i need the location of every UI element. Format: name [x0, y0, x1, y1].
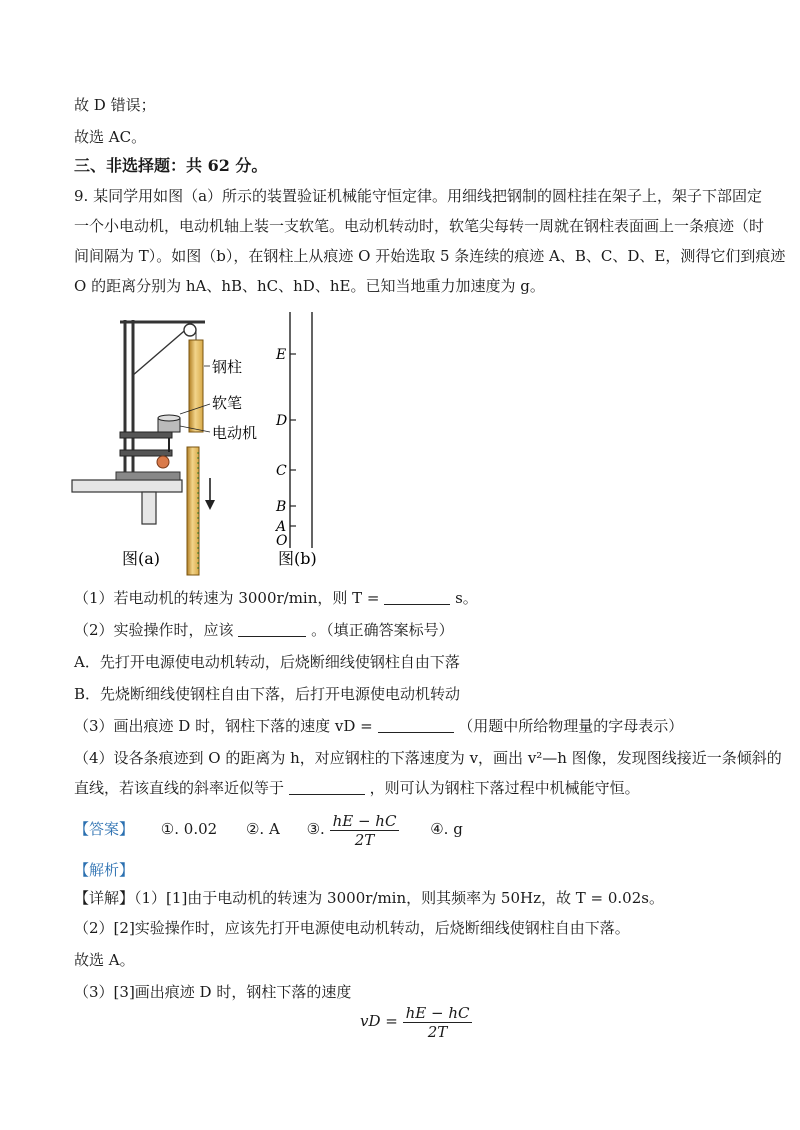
part-3-suffix: （用题中所给物理量的字母表示） [458, 717, 684, 735]
analysis-tag: 【解析】 [74, 861, 135, 879]
equation-numerator: hE − hC [403, 1004, 473, 1023]
mark-label-c: C [276, 463, 287, 479]
mark-label-b: B [276, 499, 287, 515]
mark-label-a: A [276, 519, 287, 535]
table-leg [142, 492, 156, 524]
label-steel: 钢柱 [212, 358, 243, 376]
answer-3-denominator: 2T [354, 830, 375, 849]
prev-line-1: 故 D 错误； [74, 96, 156, 114]
mark-group [274, 347, 296, 549]
answer-3-numerator: hE − hC [330, 812, 400, 831]
analysis-detail-3: 故选 A。 [74, 951, 135, 969]
equation-lhs: vD = [360, 1012, 398, 1030]
question-stem-line-2: 一个小电动机，电动机轴上装一支软笔。电动机转动时，软笔尖每转一周就在钢柱表面画上一条痕迹（时 [74, 217, 765, 235]
part-2-blank[interactable] [238, 622, 306, 637]
stand-base [116, 472, 180, 480]
clamp-upper [120, 432, 172, 438]
prev-line-2: 故选 AC。 [74, 128, 147, 146]
steel-cylinder-falling [187, 447, 199, 575]
mark-label-o: O [276, 533, 288, 549]
figure-a-caption: 图(a) [122, 549, 161, 568]
part-4-line-2 [74, 778, 640, 798]
figure-a-apparatus [70, 312, 300, 580]
figure-b-marks [268, 312, 328, 580]
analysis-detail-2: （2）[2]实验操作时，应该先打开电源使电动机转动，后烧断细线使钢柱自由下落。 [74, 919, 630, 937]
part-1-blank[interactable] [384, 590, 450, 605]
question-stem-line-3: 间间隔为 T）。如图（b），在钢柱上从痕迹 O 开始选取 5 条连续的痕迹 A、B、C、D、E，测得它们到痕迹 [74, 247, 786, 265]
mark-label-e: E [276, 347, 287, 363]
equation-fraction [403, 1004, 473, 1041]
part-3-prefix: （3）画出痕迹 D 时，钢柱下落的速度 vD = [74, 717, 373, 735]
counterweight-ball [157, 456, 169, 468]
question-stem-line-4: O 的距离分别为 hA、hB、hC、hD、hE。已知当地重力加速度为 g。 [74, 277, 545, 295]
table-top [72, 480, 182, 492]
label-motor: 电动机 [212, 424, 258, 442]
figure-b-caption: 图(b) [278, 549, 317, 568]
option-b: B．先烧断细线使钢柱自由下落，后打开电源使电动机转动 [74, 685, 461, 703]
answer-3-fraction [330, 812, 400, 849]
label-pen: 软笔 [212, 394, 243, 412]
answer-1: ①. 0.02 [160, 820, 218, 838]
part-1-prefix: （1）若电动机的转速为 3000r/min，则 T = [74, 589, 380, 607]
part-4-blank[interactable] [289, 780, 365, 795]
part-4-prefix: 直线，若该直线的斜率近似等于 [74, 779, 285, 797]
pulley [184, 324, 196, 336]
mark-label-d: D [276, 413, 288, 429]
answer-4: ④. g [430, 820, 463, 838]
analysis-detail-4: （3）[3]画出痕迹 D 时，钢柱下落的速度 [74, 983, 352, 1001]
analysis-equation [360, 1002, 472, 1041]
part-3-blank[interactable] [378, 718, 454, 733]
part-2 [74, 620, 454, 640]
part-1-suffix: s。 [455, 589, 478, 607]
answer-row [74, 810, 463, 849]
analysis-detail-1: 【详解】（1）[1]由于电动机的转速为 3000r/min，则其频率为 50Hz，故 T = 0.02s。 [74, 889, 664, 907]
part-2-prefix: （2）实验操作时，应该 [74, 621, 234, 639]
motor-top [158, 415, 180, 421]
option-a: A．先打开电源使电动机转动，后烧断细线使钢柱自由下落 [74, 653, 460, 671]
fall-arrow-icon [205, 500, 215, 510]
answer-tag: 【答案】 [74, 820, 135, 838]
section-heading: 三、非选择题：共 62 分。 [74, 156, 268, 175]
brace [132, 326, 190, 376]
part-4-suffix: ，则可认为钢柱下落过程中机械能守恒。 [369, 779, 640, 797]
answer-3-prefix: ③. [306, 820, 325, 838]
part-3 [74, 716, 683, 736]
equation-denominator: 2T [427, 1022, 448, 1041]
question-stem-line-1: 9. 某同学用如图（a）所示的装置验证机械能守恒定律。用细线把钢制的圆柱挂在架子上，架子下部固定 [74, 187, 763, 205]
part-1 [74, 588, 478, 608]
steel-cylinder-hanging [189, 340, 203, 432]
part-4-line-1: （4）设各条痕迹到 O 的距离为 h，对应钢柱的下落速度为 v，画出 v²—h 图像，发现图线接近一条倾斜的 [74, 749, 782, 767]
clamp-lower [120, 450, 172, 456]
answer-2: ②. A [245, 820, 280, 838]
part-2-suffix: 。（填正确答案标号） [311, 621, 454, 639]
